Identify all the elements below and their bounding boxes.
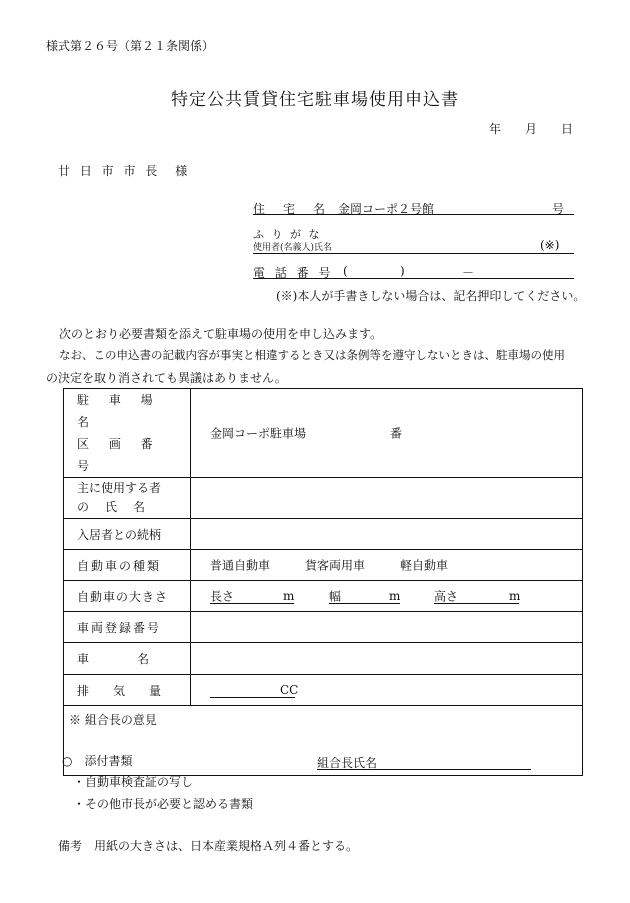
size-width-unit: m [389,589,401,603]
phone-dash: － [462,266,475,280]
displacement-label: 排 気 量 [64,675,191,706]
date-year: 年 [489,122,502,136]
phone-close-paren: ) [400,264,405,278]
name-underline[interactable] [253,253,574,254]
parking-number-label: 区 画 番 号 [77,437,161,473]
parking-value-cell[interactable] [191,389,583,478]
row-car-name [64,643,583,675]
user-label-2: の 氏 名 [77,500,148,514]
car-size-label: 自動車の大きさ [64,581,191,612]
phone-label: 電 話 番 号 [253,266,334,280]
user-label-1: 主に使用する者 [77,481,162,495]
applicant-name-mark: (※) [540,238,560,252]
phone-open-paren: ( [343,264,348,278]
address-label: 住 宅 名 [253,202,329,216]
size-height-underline[interactable] [434,603,519,604]
car-type-option-3[interactable]: 軽自動車 [400,558,449,573]
attachment-item-2: ・その他市長が必要と認める書類 [73,797,254,811]
size-width-underline[interactable] [329,603,400,604]
parking-label-cell [64,389,191,478]
row-relation [64,519,583,550]
union-opinion-cell[interactable] [64,706,583,776]
intro-line-2: なお、この申込書の記載内容が事実と相違するとき又は条例等を遵守しないときは、駐車場の使用 [59,348,565,362]
displacement-unit: CC [280,683,299,697]
parking-name-label: 駐 車 場 名 [77,393,161,429]
date-day: 日 [561,122,574,136]
user-value-cell[interactable] [191,478,583,519]
relation-label: 入居者との続柄 [64,519,191,550]
form-number: 様式第２６号（第２１条関係） [46,39,215,53]
size-length-unit: m [283,589,295,603]
car-type-option-1[interactable]: 普通自動車 [210,558,271,573]
row-displacement [64,675,583,706]
attachments-header: ○ 添付書類 [62,754,133,768]
size-length-underline[interactable] [210,603,294,604]
size-width-label: 幅 [329,589,342,604]
handwriting-note: (※)本人が手書きしない場合は、記名押印してください。 [276,289,586,303]
car-type-option-2[interactable]: 貨客両用車 [305,558,366,573]
car-size-cell[interactable] [191,581,583,612]
registration-value-cell[interactable] [191,612,583,643]
car-type-cell[interactable] [191,550,583,581]
displacement-cell[interactable] [191,675,583,706]
date-month: 月 [525,122,538,136]
size-length-label: 長さ [210,589,235,604]
furigana-label: ふ り が な [253,228,322,241]
union-name-underline[interactable] [317,769,531,770]
address-suffix: 号 [552,202,565,216]
car-name-label: 車 名 [64,643,191,675]
intro-line-1: 次のとおり必要書類を添えて駐車場の使用を申し込みます。 [59,327,383,341]
union-name-label: 組合長氏名 [317,756,378,770]
size-height-unit: m [509,589,521,603]
phone-underline[interactable] [253,278,574,279]
row-primary-user [64,478,583,519]
intro-line-3: の決定を取り消されても異議はありません。 [46,371,287,385]
attachment-item-1: ・自動車検査証の写し [73,775,194,789]
parking-number-suffix: 番 [390,426,403,441]
size-height-label: 高さ [434,589,459,604]
car-type-label: 自動車の種類 [64,550,191,581]
addressee: 廿 日 市 市 長 様 [58,164,191,178]
address-underline [253,214,574,215]
row-union-opinion [64,706,583,776]
row-parking [64,389,583,478]
displacement-underline[interactable] [210,697,295,698]
row-car-type [64,550,583,581]
row-registration [64,612,583,643]
parking-value: 金岡コーポ駐車場 [210,426,307,441]
car-name-value-cell[interactable] [191,643,583,675]
relation-value-cell[interactable] [191,519,583,550]
address-value[interactable]: 金岡コーポ２号館 [338,202,435,216]
user-label-cell [64,478,191,519]
registration-label: 車両登録番号 [64,612,191,643]
row-car-size [64,581,583,612]
remark: 備考 用紙の大きさは、日本産業規格Ａ列４番とする。 [58,839,359,853]
union-opinion-label: ※ 組合長の意見 [69,713,157,727]
applicant-name-label: 使用者(名義人)氏名 [253,243,333,253]
page-title: 特定公共賃貸住宅駐車場使用申込書 [171,90,459,110]
application-table [63,388,583,776]
